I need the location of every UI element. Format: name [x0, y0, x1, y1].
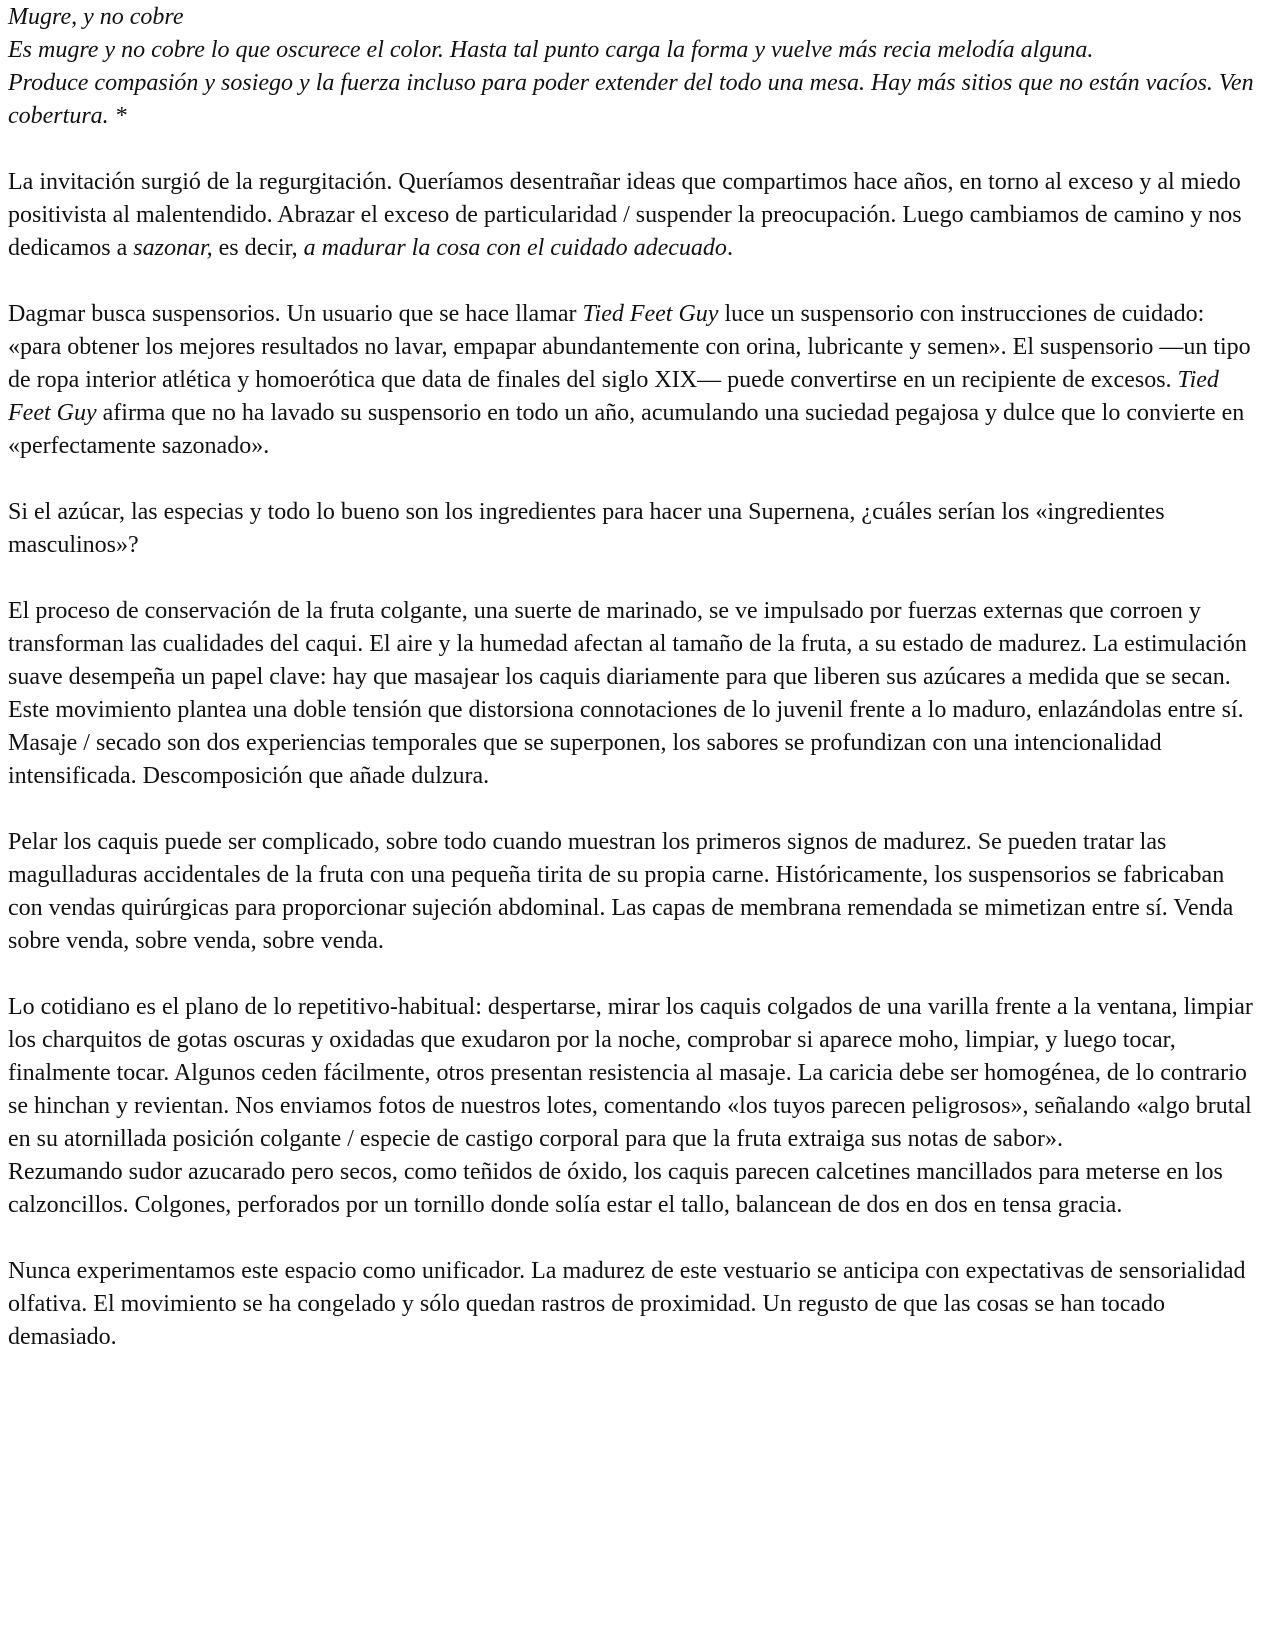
paragraph-invitation	[8, 166, 1260, 265]
paragraph-unificador: Nunca experimentamos este espacio como unificador. La madurez de este vestuario se anticipa con expectativas de sensorialidad olfativa. El movimiento se ha congelado y sólo quedan rastros de proximidad. Un regusto de que las cosas se han tocado demasiado.	[8, 1258, 1246, 1350]
intro-line-1: Es mugre y no cobre lo que oscurece el color. Hasta tal punto carga la forma y vuelve más recia melodía alguna.	[8, 37, 1094, 63]
text-run: luce un suspensorio con instrucciones de cuidado: «para obtener los mejores resultados no lavar, empapar abundantemente con orina, lubricante y semen». El suspensorio —un tipo de ropa interior atlética y homoerótica que data de finales del siglo XIX— puede convertirse en un recipiente de excesos.	[8, 301, 1251, 393]
document-body	[8, 1, 1260, 1354]
emphasis-sazonar: sazonar,	[133, 235, 213, 261]
paragraph-conservacion: El proceso de conservación de la fruta colgante, una suerte de marinado, se ve impulsado por fuerzas externas que corroen y transforman las cualidades del caqui. El aire y la humedad afectan al tamaño de la fruta, a su estado de madurez. La estimulación suave desempeña un papel clave: hay que masajear los caquis diariamente para que liberen sus azúcares a medida que se secan. Este movimiento plantea una doble tensión que distorsiona connotaciones de lo juvenil frente a lo maduro, enlazándolas entre sí. Masaje / secado son dos experiencias temporales que se superponen, los sabores se profundizan con una intencionalidad intensificada. Descomposición que añade dulzura.	[8, 598, 1247, 789]
emphasis-tied-feet-guy: Tied Feet Guy	[582, 301, 719, 327]
intro-title: Mugre, y no cobre	[8, 4, 184, 30]
text-run: afirma que no ha lavado su suspensorio en todo un año, acumulando una suciedad pegajosa y dulce que lo convierte en «perfectamente sazonado».	[8, 400, 1245, 459]
paragraph-cotidiano	[8, 991, 1260, 1222]
paragraph-pelar-caquis: Pelar los caquis puede ser complicado, sobre todo cuando muestran los primeros signos de madurez. Se pueden tratar las magulladuras accidentales de la fruta con una pequeña tirita de su propia carne. Históricamente, los suspensorios se fabricaban con vendas quirúrgicas para proporcionar sujeción abdominal. Las capas de membrana remendada se mimetizan entre sí. Venda sobre venda, sobre venda, sobre venda.	[8, 829, 1234, 954]
text-run: Lo cotidiano es el plano de lo repetitivo-habitual: despertarse, mirar los caquis colgados de una varilla frente a la ventana, limpiar los charquitos de gotas oscuras y oxidadas que exudaron por la noche, comprobar si aparece moho, limpiar, y luego tocar, finalmente tocar. Algunos ceden fácilmente, otros presentan resistencia al masaje. La caricia debe ser homogénea, de lo contrario se hinchan y revientan. Nos enviamos fotos de nuestros lotes, comentando «los tuyos parecen peligrosos», señalando «algo brutal en su atornillada posición colgante / especie de castigo corporal para que la fruta extraiga sus notas de sabor».	[8, 994, 1253, 1152]
intro-line-2: Produce compasión y sosiego y la fuerza incluso para poder extender del todo una mesa. Hay más sitios que no están vacíos. Ven cobertura. *	[8, 70, 1254, 129]
paragraph-suspensorios	[8, 298, 1260, 463]
text-run: Dagmar busca suspensorios. Un usuario que se hace llamar	[8, 301, 583, 327]
intro-paragraph	[8, 1, 1260, 133]
text-run: Rezumando sudor azucarado pero secos, como teñidos de óxido, los caquis parecen calcetines mancillados para meterse en los calzoncillos. Colgones, perforados por un tornillo donde solía estar el tallo, balancean de dos en dos en tensa gracia.	[8, 1159, 1223, 1218]
emphasis-madurar: a madurar la cosa con el cuidado adecuado	[303, 235, 727, 261]
text-run: es decir,	[212, 235, 304, 261]
paragraph-supernena: Si el azúcar, las especias y todo lo bueno son los ingredientes para hacer una Supernena, ¿cuáles serían los «ingredientes masculinos»?	[8, 499, 1165, 558]
emphasis-tied-feet-guy: Tied Feet Guy	[8, 367, 1219, 426]
text-run: .	[726, 235, 733, 261]
text-run: La invitación surgió de la regurgitación. Queríamos desentrañar ideas que compartimos hace años, en torno al exceso y al miedo positivista al malentendido. Abrazar el exceso de particularidad / suspender la preocupación. Luego cambiamos de camino y nos dedicamos a	[8, 169, 1242, 261]
